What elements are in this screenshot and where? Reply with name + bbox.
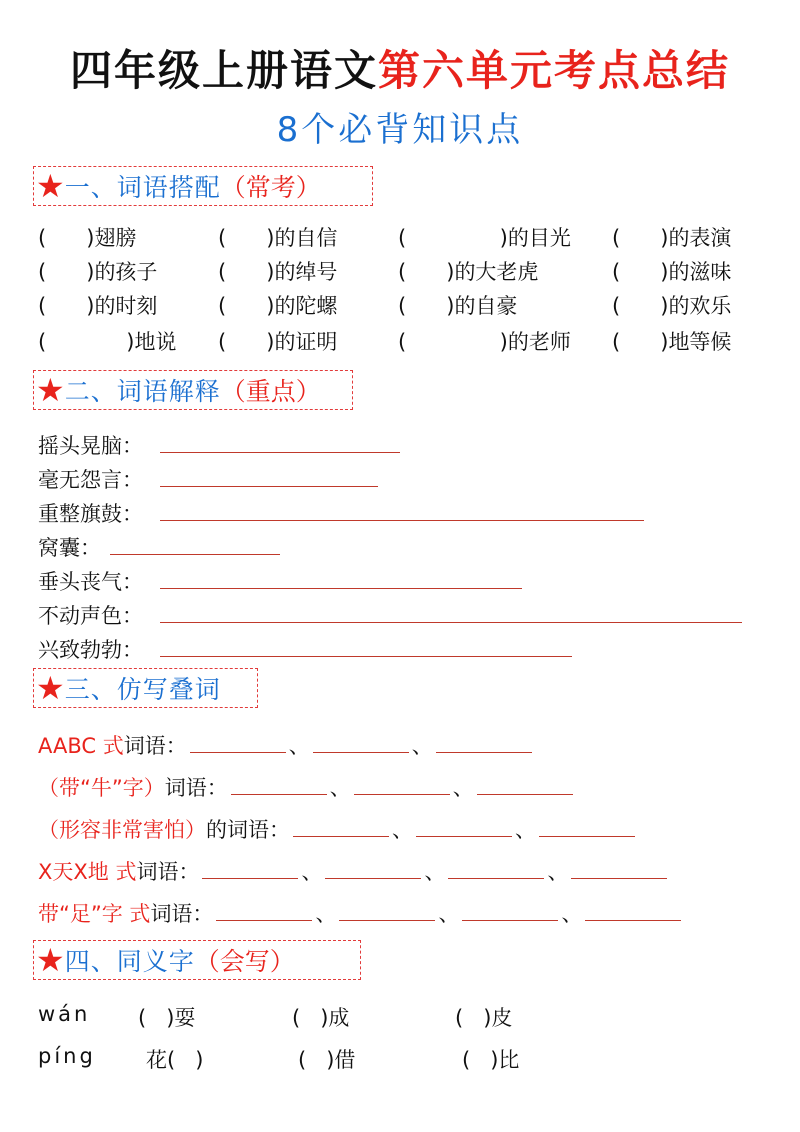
answer-blank[interactable]	[477, 776, 573, 795]
answer-blank[interactable]	[585, 902, 681, 921]
answer-blank[interactable]	[354, 776, 450, 795]
imitation-row: X天X地 式词语： 、 、 、	[38, 856, 670, 886]
answer-line[interactable]	[160, 622, 742, 623]
collocation-item: ( )的时刻	[38, 294, 158, 318]
imitation-row: （形容非常害怕）的词语： 、 、	[38, 814, 638, 844]
section-label: 四、同义字	[64, 947, 195, 976]
answer-line[interactable]	[160, 520, 644, 521]
answer-blank[interactable]	[436, 734, 532, 753]
answer-line[interactable]	[110, 554, 280, 555]
imitation-label: 词语：	[164, 776, 228, 800]
pinyin-label: píng	[38, 1044, 96, 1068]
definition-term: 摇头晃脑：	[38, 434, 143, 458]
answer-blank[interactable]	[190, 734, 286, 753]
collocation-item: ( )的绰号	[218, 260, 338, 284]
imitation-pattern: 带“足”字 式	[38, 902, 151, 926]
answer-blank[interactable]	[293, 818, 389, 837]
imitation-pattern: X天X地 式	[38, 860, 137, 884]
imitation-label: 词语：	[136, 860, 200, 884]
section-note: 常考	[245, 173, 296, 202]
imitation-label: 词语：	[150, 902, 214, 926]
collocation-item: ( )的老师	[398, 330, 571, 354]
answer-blank[interactable]	[202, 860, 298, 879]
collocation-item: ( )的孩子	[38, 260, 158, 284]
answer-blank[interactable]	[416, 818, 512, 837]
pinyin-label: wán	[38, 1002, 91, 1026]
collocation-item: ( )的证明	[218, 330, 338, 354]
page-title	[0, 38, 800, 98]
collocation-item: ( )的陀螺	[218, 294, 338, 318]
answer-line[interactable]	[160, 486, 378, 487]
collocation-item: ( )的大老虎	[398, 260, 539, 284]
star-icon: ★	[36, 167, 65, 205]
title-red: 第六单元考点总结	[378, 46, 731, 95]
star-icon: ★	[36, 371, 65, 409]
star-icon: ★	[36, 669, 65, 707]
answer-blank[interactable]	[313, 734, 409, 753]
synonym-item: ( )比	[462, 1048, 520, 1072]
title-black: 四年级上册语文	[69, 46, 378, 95]
section-label: 二、词语解释	[64, 377, 221, 406]
imitation-pattern: （带“牛”字）	[38, 776, 165, 800]
definition-term: 垂头丧气：	[38, 570, 143, 594]
imitation-label: 词语：	[123, 734, 187, 758]
definition-term: 重整旗鼓：	[38, 502, 143, 526]
collocation-item: ( )翅膀	[38, 226, 137, 250]
section-header-collocation: ★ 一、词语搭配 （ 常考 ）	[33, 166, 373, 206]
collocation-item: ( )的欢乐	[612, 294, 732, 318]
imitation-row: （带“牛”字）词语： 、 、	[38, 772, 576, 802]
collocation-item: ( )地等候	[612, 330, 732, 354]
section-header-imitation	[33, 668, 258, 708]
collocation-item: ( )的滋味	[612, 260, 732, 284]
answer-blank[interactable]	[462, 902, 558, 921]
imitation-pattern: AABC 式	[38, 734, 124, 758]
section-note: 会写	[219, 947, 270, 976]
synonym-item: ( )借	[298, 1048, 356, 1072]
section-label: 三、仿写叠词	[64, 675, 221, 704]
collocation-item: ( )的自信	[218, 226, 338, 250]
answer-blank[interactable]	[539, 818, 635, 837]
synonym-item: ( )耍	[138, 1006, 196, 1030]
answer-blank[interactable]	[231, 776, 327, 795]
imitation-label: 的词语：	[206, 818, 290, 842]
section-label: 一、词语搭配	[64, 173, 221, 202]
definition-term: 兴致勃勃：	[38, 638, 143, 662]
collocation-item: ( )的自豪	[398, 294, 518, 318]
synonym-item: 花( )	[146, 1048, 204, 1072]
section-header-synonyms: ★ 四、同义字 （ 会写 ）	[33, 940, 361, 980]
answer-blank[interactable]	[571, 860, 667, 879]
imitation-row: 带“足”字 式词语： 、 、 、	[38, 898, 684, 928]
collocation-item: ( )地说	[38, 330, 177, 354]
answer-line[interactable]	[160, 588, 522, 589]
answer-blank[interactable]	[448, 860, 544, 879]
star-icon: ★	[36, 941, 65, 979]
imitation-row: AABC 式词语： 、 、	[38, 730, 535, 760]
page-subtitle: 8个必背知识点	[276, 110, 524, 150]
definition-term: 不动声色：	[38, 604, 143, 628]
definition-term: 毫无怨言：	[38, 468, 143, 492]
imitation-pattern: （形容非常害怕）	[38, 818, 206, 842]
synonym-item: ( )成	[292, 1006, 350, 1030]
answer-line[interactable]	[160, 656, 572, 657]
collocation-item: ( )的目光	[398, 226, 571, 250]
answer-blank[interactable]	[325, 860, 421, 879]
section-note: 重点	[245, 377, 296, 406]
collocation-item: ( )的表演	[612, 226, 732, 250]
answer-blank[interactable]	[339, 902, 435, 921]
synonym-item: ( )皮	[455, 1006, 513, 1030]
answer-line[interactable]	[160, 452, 400, 453]
answer-blank[interactable]	[216, 902, 312, 921]
definition-term: 窝囊：	[38, 536, 101, 560]
section-header-definitions: ★ 二、词语解释 （ 重点 ）	[33, 370, 353, 410]
